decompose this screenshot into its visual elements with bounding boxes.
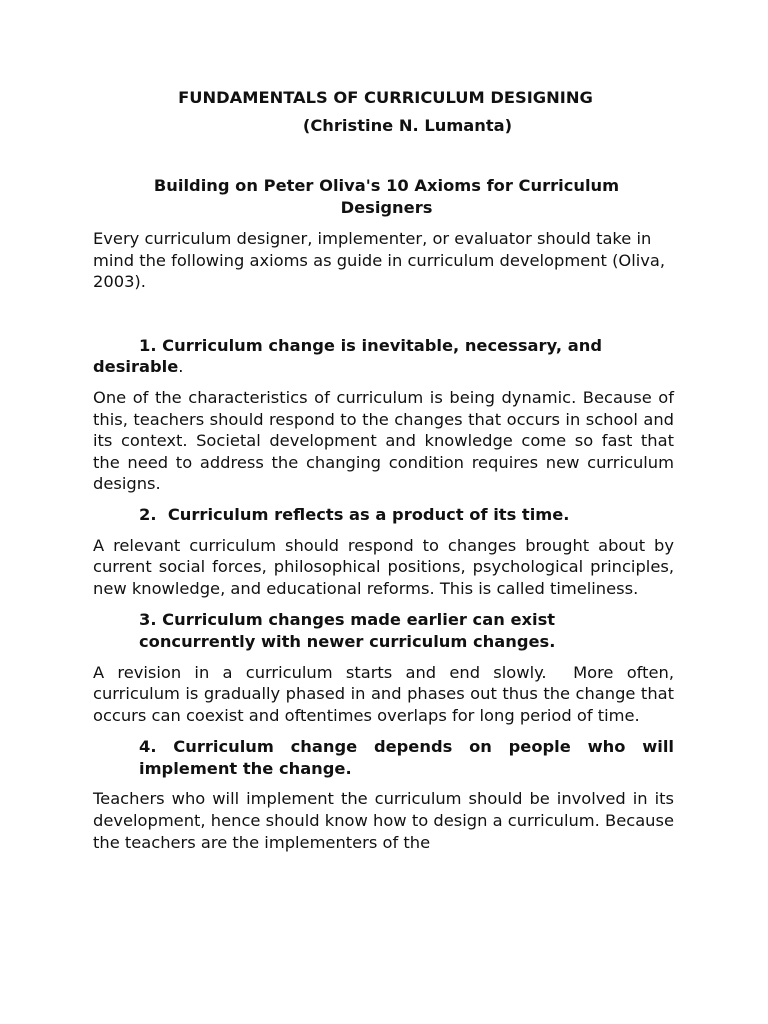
axiom-1-body: One of the characteristics of curriculum is being dynamic. Because of this, teachers should respond to the changes that occurs in school and its context. Societal development and knowledge come so fast that the need to address the changing condition requires new curriculum designs. bbox=[93, 387, 674, 494]
axiom-4-body: Teachers who will implement the curriculum should be involved in its development, hence should know how to design a curriculum. Because the teachers are the implementers of the bbox=[93, 789, 674, 852]
axiom-1-heading bbox=[93, 335, 674, 378]
axiom-2-heading: 2. Curriculum reflects as a product of its time. bbox=[139, 504, 570, 524]
document-content bbox=[93, 87, 680, 853]
axiom-2-body: A relevant curriculum should respond to changes brought about by current social forces, philosophical positions, psychological principles, new knowledge, and educational reforms. This is called timeliness. bbox=[93, 535, 674, 598]
document-subtitle: Building on Peter Oliva's 10 Axioms for Curriculum Designers bbox=[153, 176, 620, 217]
axiom-3-body: A revision in a curriculum starts and end slowly. More often, curriculum is gradually phased in and phases out thus the change that occurs can coexist and oftentimes overlaps for long period of time. bbox=[93, 662, 680, 725]
document-author: (Christine N. Lumanta) bbox=[302, 116, 513, 135]
axiom-4-heading: 4. Curriculum change depends on people who will implement the change. bbox=[139, 737, 674, 778]
axiom-1-heading-period: . bbox=[178, 357, 184, 377]
axiom-3-heading: 3. Curriculum changes made earlier can exist concurrently with newer curriculum changes. bbox=[139, 610, 556, 651]
document-title: FUNDAMENTALS OF CURRICULUM DESIGNING bbox=[178, 88, 593, 107]
axiom-1-heading-text: 1. Curriculum change is inevitable, necessary, and desirable bbox=[93, 335, 602, 377]
intro-paragraph: Every curriculum designer, implementer, or evaluator should take in mind the following axioms as guide in curriculum development (Oliva, 2003). bbox=[93, 229, 666, 292]
